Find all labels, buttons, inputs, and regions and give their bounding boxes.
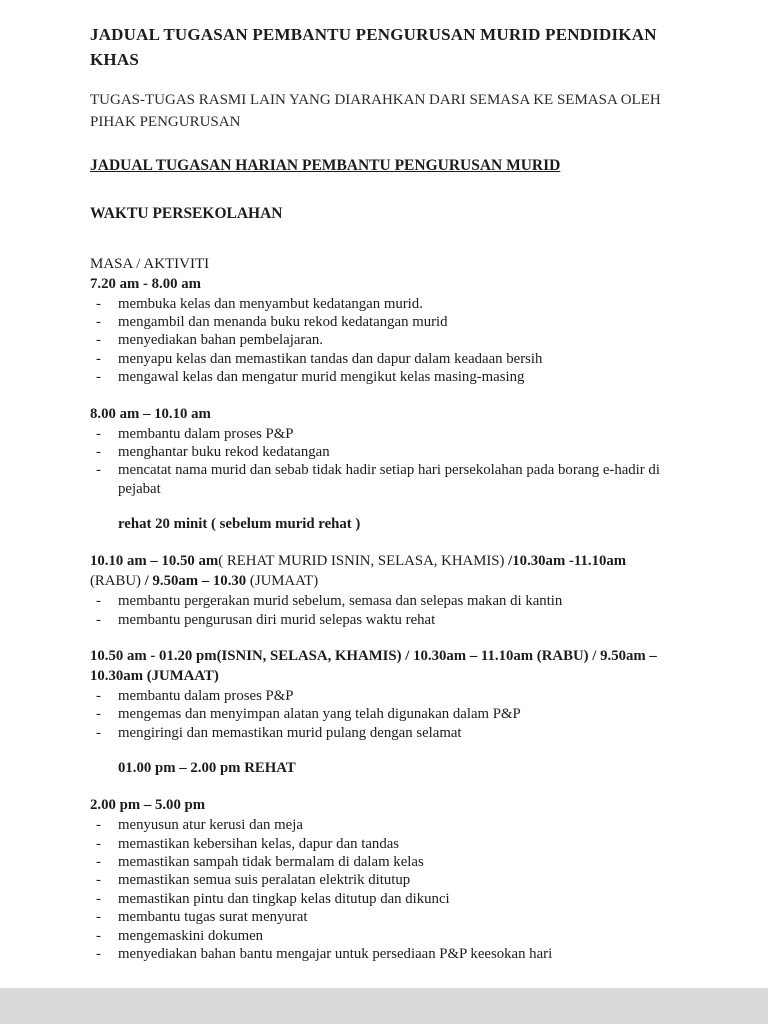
time-heading: 10.50 am - 01.20 pm(ISNIN, SELASA, KHAMIS) / 10.30am – 11.10am (RABU) / 9.50am – 10.30am (JUMAAT) <box>90 647 657 684</box>
time-segment: 10.10 am – 10.50 am <box>90 553 219 570</box>
task-item: - membantu dalam proses P&P <box>90 687 678 705</box>
intro-paragraph: TUGAS-TUGAS RASMI LAIN YANG DIARAHKAN DARI SEMASA KE SEMASA OLEH PIHAK PENGURUSAN <box>90 92 661 130</box>
time-heading <box>90 551 678 591</box>
time-segment: (RABU) <box>90 573 145 590</box>
schedule-block-1050-0120 <box>90 646 678 742</box>
task-item: - membantu pergerakan murid sebelum, semasa dan selepas makan di kantin <box>90 592 678 610</box>
task-item: - membantu dalam proses P&P <box>90 425 678 443</box>
task-item: - mengemas dan menyimpan alatan yang telah digunakan dalam P&P <box>90 705 678 723</box>
task-item: - memastikan pintu dan tingkap kelas ditutup dan dikunci <box>90 890 678 908</box>
rehat-note: rehat 20 minit ( sebelum murid rehat ) <box>118 516 361 533</box>
task-item: - membantu pengurusan diri murid selepas waktu rehat <box>90 611 678 629</box>
time-heading: 7.20 am - 8.00 am <box>90 275 201 292</box>
time-segment: ( REHAT MURID ISNIN, SELASA, KHAMIS) <box>218 553 509 570</box>
task-item: - memastikan semua suis peralatan elektrik ditutup <box>90 871 678 889</box>
task-list <box>90 687 678 742</box>
document-title: JADUAL TUGASAN PEMBANTU PENGURUSAN MURID PENDIDIKAN KHAS <box>90 25 657 69</box>
schedule-block-720-800 <box>90 274 678 387</box>
schedule-block-1010-1050 <box>90 551 678 629</box>
task-list <box>90 816 678 963</box>
task-list <box>90 592 678 629</box>
task-item: - menghantar buku rekod kedatangan <box>90 443 678 461</box>
task-item: - mengiringi dan memastikan murid pulang dengan selamat <box>90 724 678 742</box>
task-item: - membuka kelas dan menyambut kedatangan murid. <box>90 295 678 313</box>
task-item: - memastikan sampah tidak bermalam di dalam kelas <box>90 853 678 871</box>
task-list <box>90 425 678 499</box>
task-list <box>90 295 678 387</box>
task-item: - menyapu kelas dan memastikan tandas dan dapur dalam keadaan bersih <box>90 350 678 368</box>
section-heading: JADUAL TUGASAN HARIAN PEMBANTU PENGURUSAN MURID <box>90 157 561 174</box>
time-segment: (JUMAAT) <box>249 573 319 590</box>
time-segment: / 9.50am – 10.30 <box>144 573 250 590</box>
schedule-block-200-500 <box>90 795 678 963</box>
task-item: - memastikan kebersihan kelas, dapur dan tandas <box>90 835 678 853</box>
task-item: - mengambil dan menanda buku rekod kedatangan murid <box>90 313 678 331</box>
rehat-note: 01.00 pm – 2.00 pm REHAT <box>118 760 296 777</box>
task-item: - menyusun atur kerusi dan meja <box>90 816 678 834</box>
task-item: - menyediakan bahan bantu mengajar untuk persediaan P&P keesokan hari <box>90 945 678 963</box>
task-item: - mengemaskini dokumen <box>90 927 678 945</box>
task-item: - membantu tugas surat menyurat <box>90 908 678 926</box>
time-segment: /10.30am -11.10am <box>508 553 627 570</box>
schedule-block-800-1010 <box>90 404 678 499</box>
time-heading: 2.00 pm – 5.00 pm <box>90 797 206 814</box>
task-item: - mencatat nama murid dan sebab tidak hadir setiap hari persekolahan pada borang e-hadir di pejabat <box>90 461 678 498</box>
time-heading: 8.00 am – 10.10 am <box>90 405 211 422</box>
task-item: - mengawal kelas dan mengatur murid mengikut kelas masing-masing <box>90 368 678 386</box>
masa-aktiviti-label: MASA / AKTIVITI <box>90 256 210 272</box>
task-item: - menyediakan bahan pembelajaran. <box>90 331 678 349</box>
subsection-heading-waktu: WAKTU PERSEKOLAHAN <box>90 205 283 222</box>
